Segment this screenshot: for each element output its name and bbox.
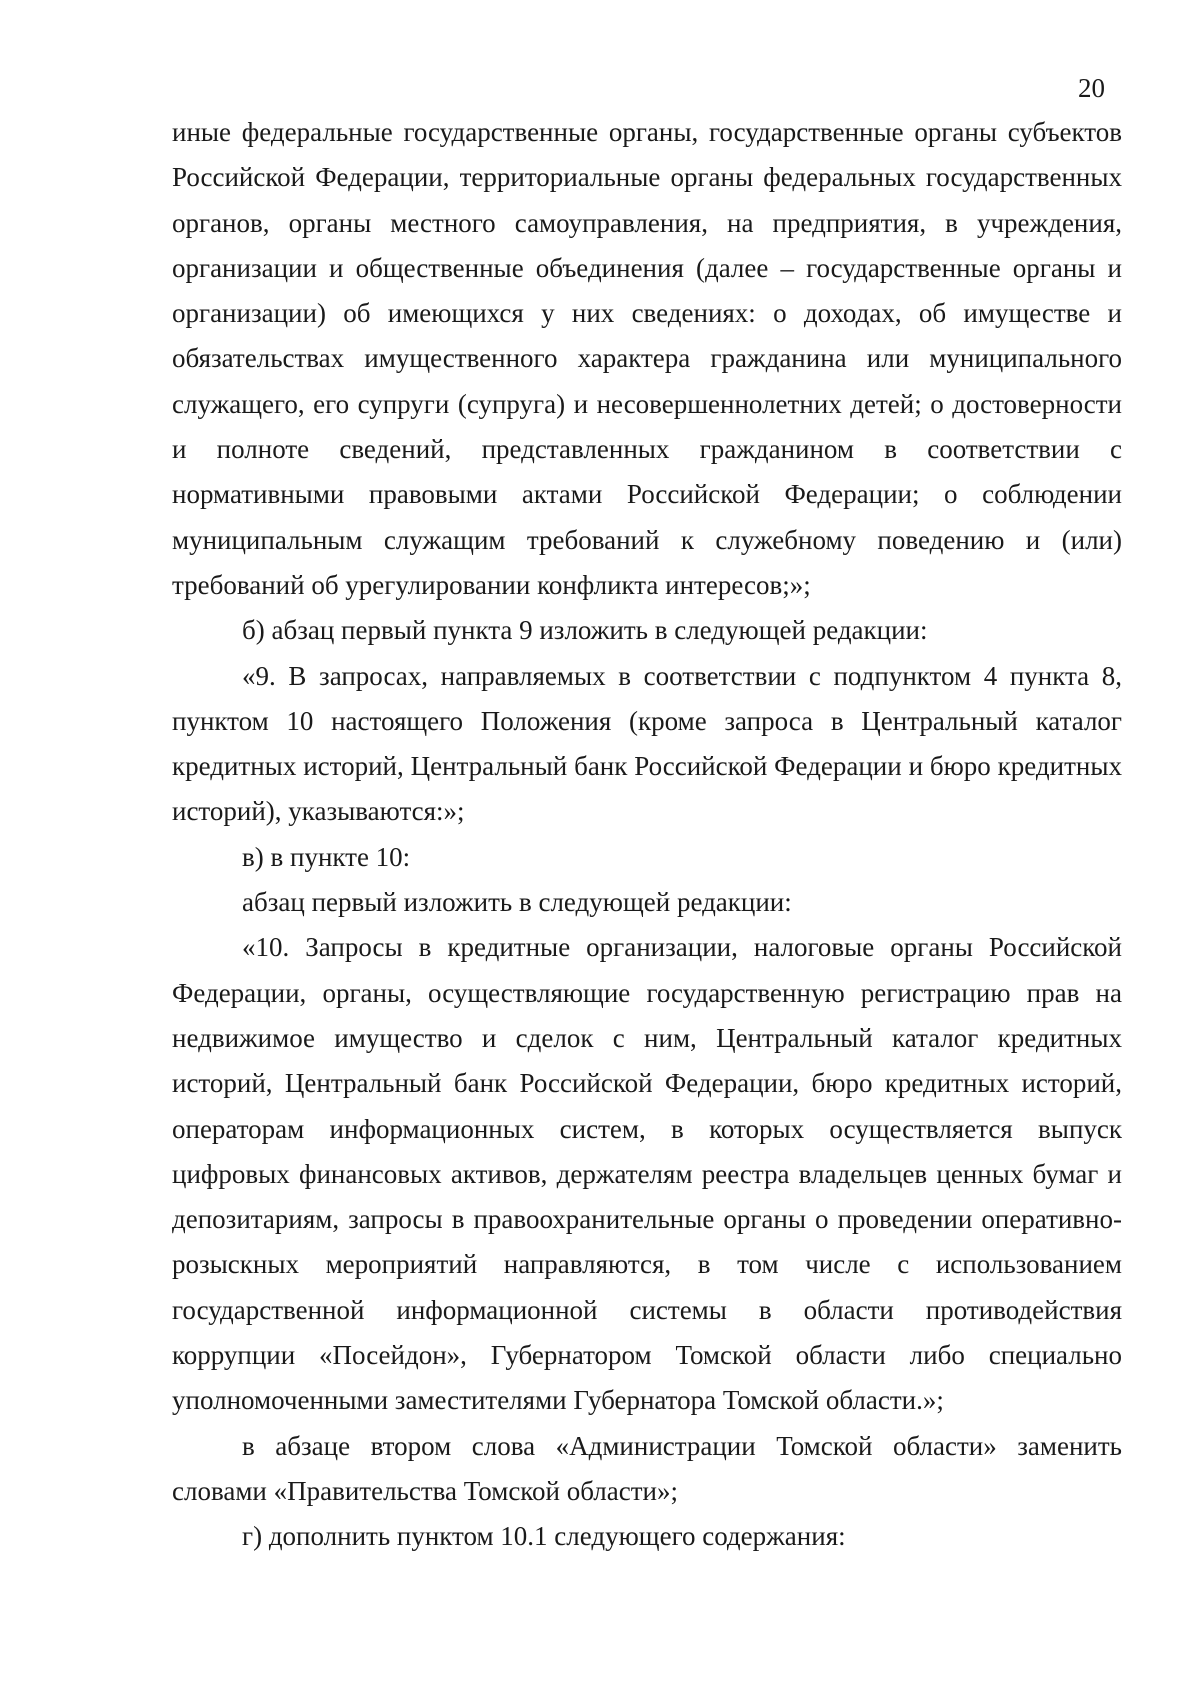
paragraph-item-g: г) дополнить пунктом 10.1 следующего содержания: xyxy=(242,1521,846,1552)
paragraph-quote-10: «10. Запросы в кредитные организации, налоговые органы Российской Федерации, органы, осуществляющие государственную регистрацию прав на недвижимое имущество и сделок с ним, Центральный каталог кредитных историй, Центральный банк Российской Федерации, бюро кредитных историй, операторам информационных систем, в которых осуществляется выпуск цифровых финансовых активов, держателям реестра владельцев ценных бумаг и депозитариям, запросы в правоохранительные органы о проведении оперативно-розыскных мероприятий направляются, в том числе с использованием государственной информационной системы в области противодействия коррупции «Посейдон», Губернатором Томской области либо специально уполномоченными заместителями Губернатора Томской области.»; xyxy=(172,932,1122,1416)
document-body xyxy=(172,110,1122,1560)
paragraph-first-abzac: абзац первый изложить в следующей редакции: xyxy=(242,887,792,918)
paragraph-item-v: в) в пункте 10: xyxy=(242,841,411,872)
paragraph-item-b: б) абзац первый пункта 9 изложить в следующей редакции: xyxy=(242,615,928,646)
page-number: 20 xyxy=(1078,73,1105,103)
paragraph-continuation: иные федеральные государственные органы, государственные органы субъектов Российской Федерации, территориальные органы федеральных государственных органов, органы местного самоуправления, на предприятия, в учреждения, организации и общественные объединения (далее – государственные органы и организации) об имеющихся у них сведениях: о доходах, об имуществе и обязательствах имущественного характера гражданина или муниципального служащего, его супруги (супруга) и несовершеннолетних детей; о достоверности и полноте сведений, представленных гражданином в соответствии с нормативными правовыми актами Российской Федерации; о соблюдении муниципальным служащим требований к служебному поведению и (или) требований об урегулировании конфликта интересов;»; xyxy=(172,117,1122,600)
paragraph-quote-9: «9. В запросах, направляемых в соответствии с подпунктом 4 пункта 8, пунктом 10 настоящего Положения (кроме запроса в Центральный каталог кредитных историй, Центральный банк Российской Федерации и бюро кредитных историй), указываются:»; xyxy=(172,660,1122,827)
paragraph-second-abzac: в абзаце втором слова «Администрации Томской области» заменить словами «Правительства Томской области»; xyxy=(172,1430,1122,1506)
